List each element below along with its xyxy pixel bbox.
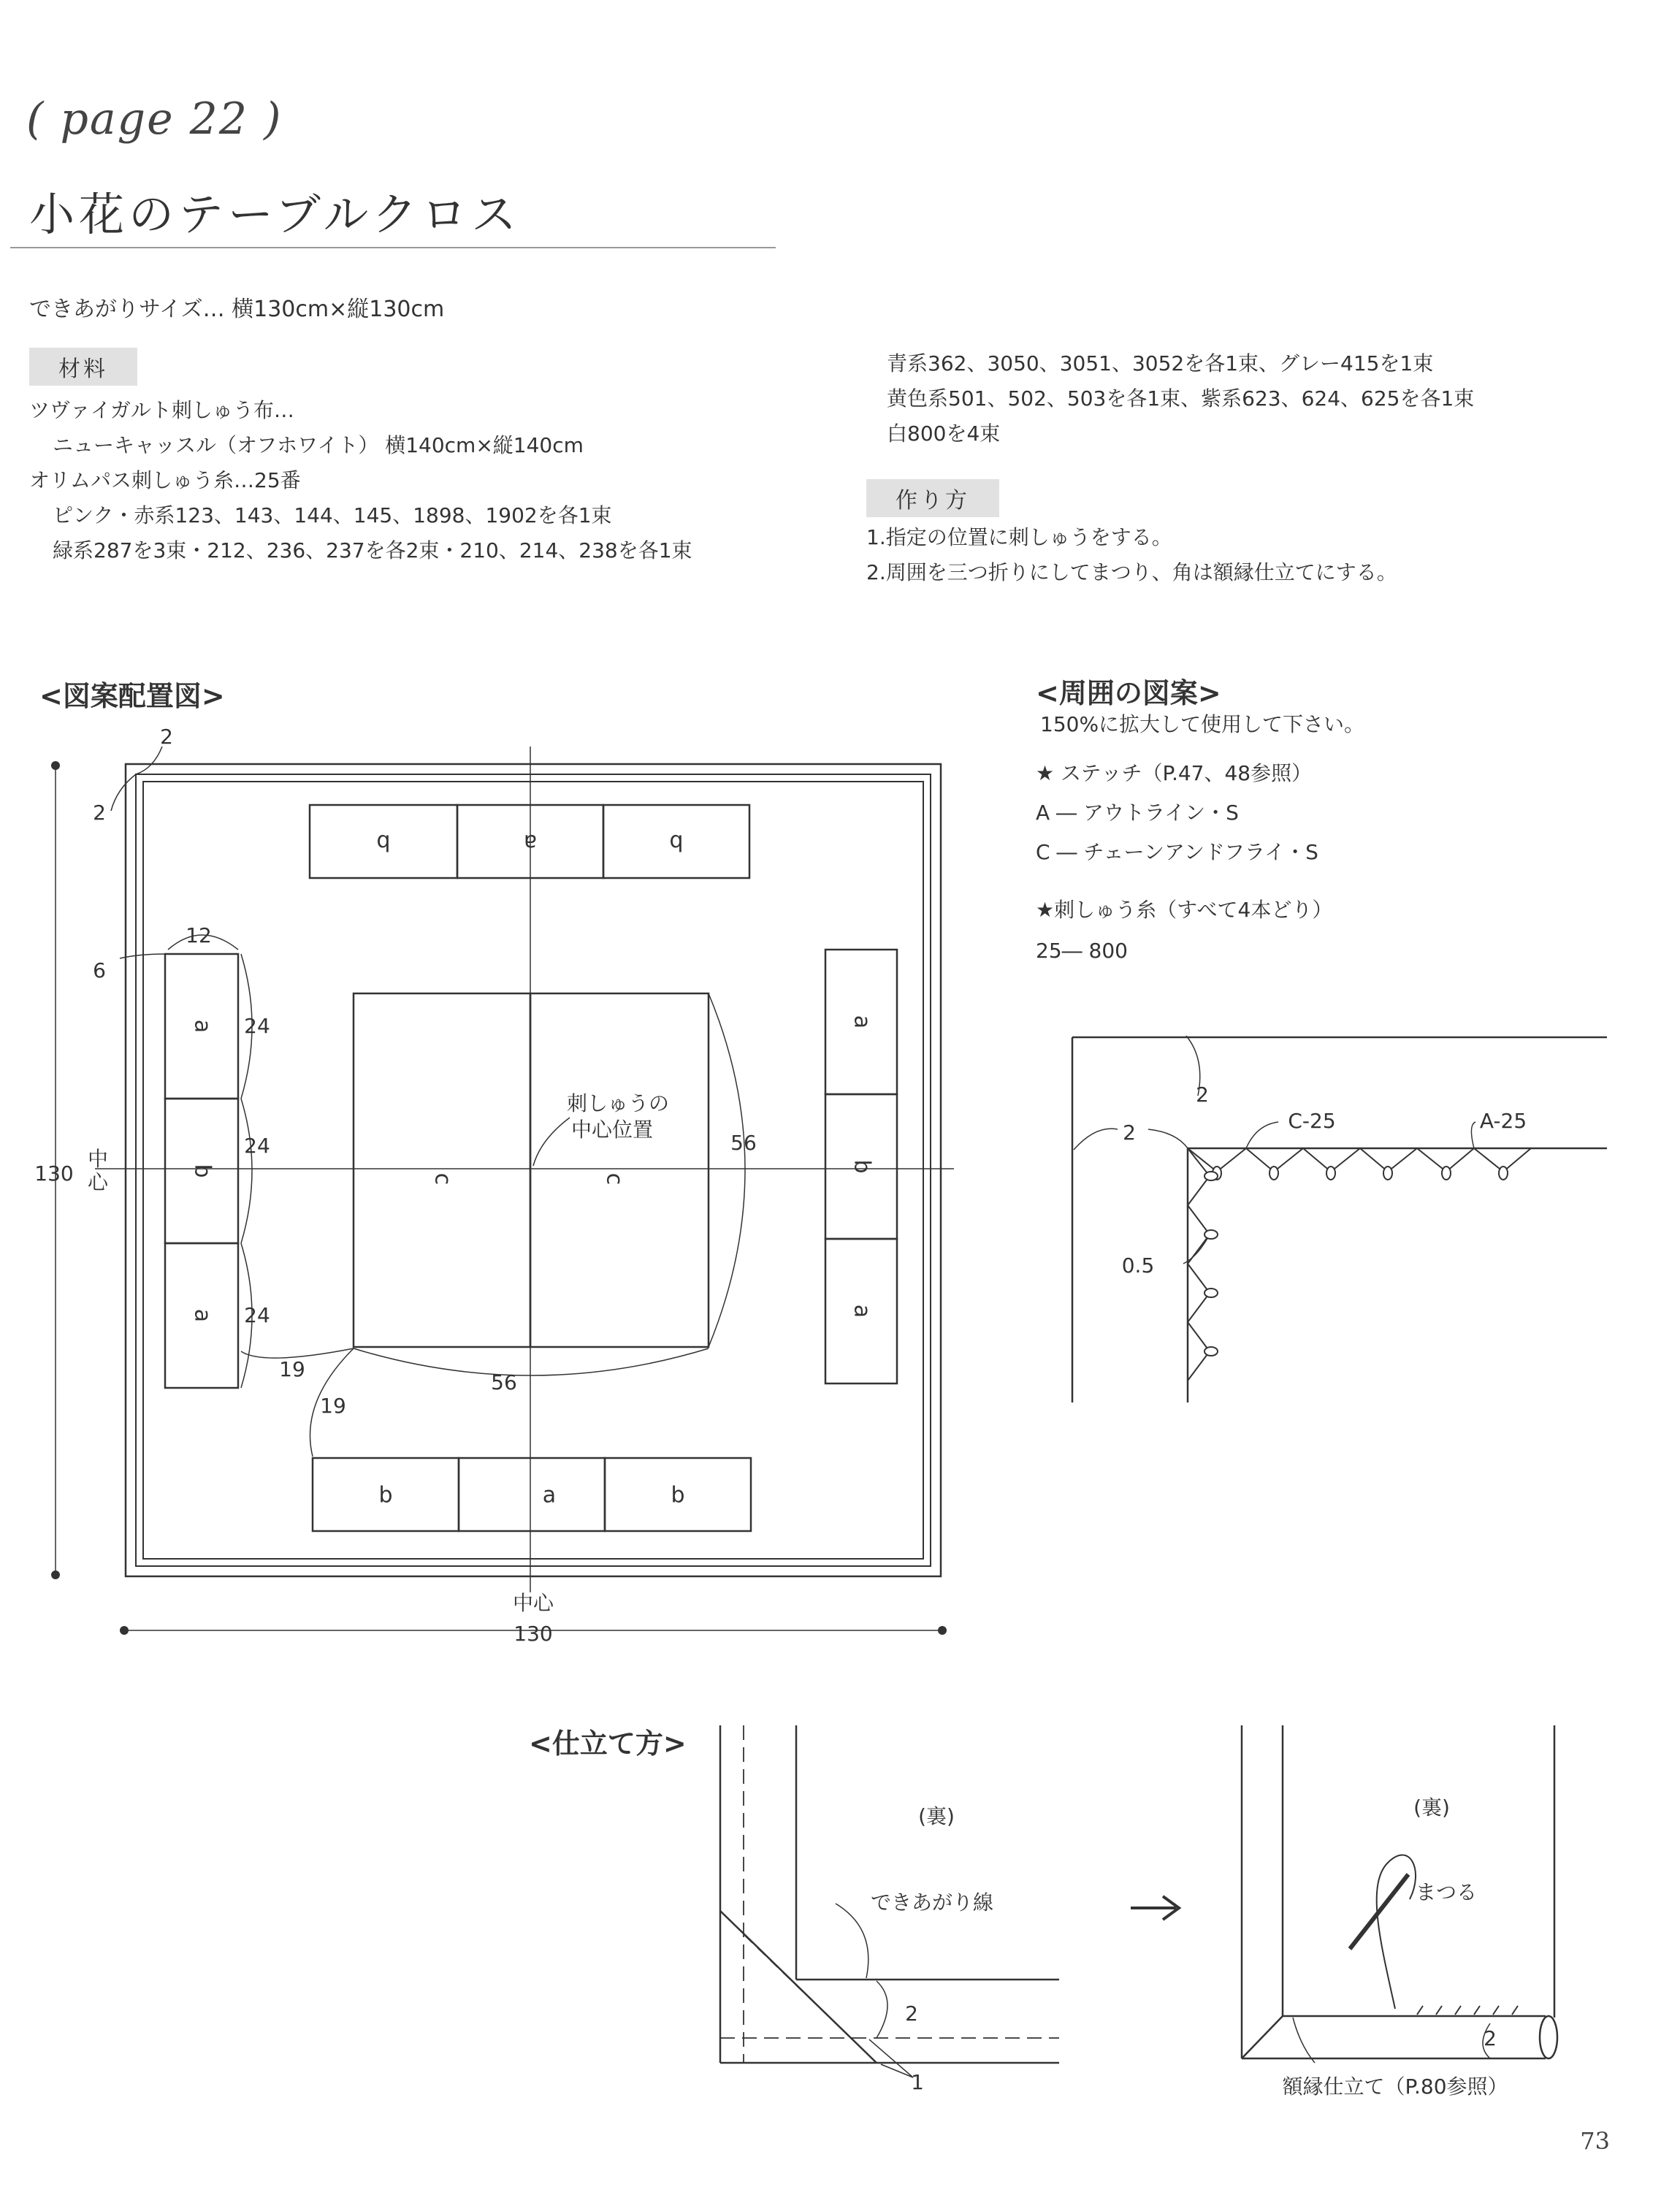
materials-line: ニューキャッスル（オフホワイト） 横140cm×縦140cm — [53, 433, 584, 457]
mitre-label: 額縁仕立て（P.80参照） — [1282, 2075, 1508, 2099]
layout-diagram-heading: <図案配置図> — [39, 680, 225, 712]
fly-stitch-loop — [1269, 1167, 1278, 1180]
materials-label: 材料 — [29, 348, 137, 386]
block-label-bottom-2: a — [542, 1482, 557, 1508]
left-dim-1: 1 — [911, 2070, 924, 2094]
block-label-bottom-1: b — [378, 1482, 393, 1508]
dim-block-height-2: 24 — [244, 1134, 270, 1158]
fly-stitch-loop — [1442, 1167, 1451, 1180]
dim-arc-left-2 — [241, 1099, 252, 1243]
materials-line: ピンク・赤系123、143、144、145、1898、1902を各1束 — [53, 503, 612, 527]
dim-arc-2 — [877, 1981, 887, 2038]
stitch-legend-a: A ― アウトライン・S — [1036, 801, 1239, 825]
method-step: 1.指定の位置に刺しゅうをする。 — [866, 525, 1172, 549]
slipstitch-label: まつる — [1415, 1880, 1478, 1904]
block-bottom-2 — [459, 1458, 605, 1531]
leader-left-2 — [1074, 1129, 1118, 1150]
materials-line: オリムパス刺しゅう糸…25番 — [29, 468, 301, 492]
dim-gap-19-a: 19 — [279, 1357, 305, 1381]
dim-margin-6: 6 — [93, 958, 106, 982]
materials-line: 黄色系501、502、503を各1束、紫系623、624、625を各1束 — [887, 386, 1475, 411]
fly-stitch-loop — [1326, 1167, 1335, 1180]
page-number: 73 — [1580, 2127, 1610, 2155]
block-label-top-2: a — [523, 829, 538, 855]
border-line-inner — [143, 782, 923, 1559]
label-c25: C-25 — [1288, 1109, 1336, 1133]
leader-c25 — [1246, 1122, 1278, 1148]
stitch-legend-c: C ― チェーンアンドフライ・S — [1036, 840, 1318, 864]
block-label-left-1: a — [189, 1019, 215, 1034]
block-label-left-3: a — [189, 1308, 215, 1323]
materials-list-right — [887, 346, 1474, 451]
method-label: 作り方 — [866, 479, 999, 517]
dim-block-height-3: 24 — [244, 1303, 270, 1327]
center-note-line-2: 中心位置 — [570, 1118, 654, 1142]
thread-info — [1036, 890, 1332, 972]
dim-endpoint — [51, 761, 60, 770]
dim-gap-19-b: 19 — [320, 1394, 346, 1418]
label-half: 0.5 — [1121, 1253, 1155, 1278]
block-label-left-2: b — [189, 1164, 215, 1178]
block-center-2 — [530, 993, 709, 1347]
page-title: 小花のテーブルクロス — [29, 188, 522, 241]
label-a25: A-25 — [1479, 1109, 1527, 1133]
method-steps — [866, 520, 1397, 590]
cloth-outline — [126, 764, 941, 1576]
materials-line: 白800を4束 — [887, 421, 1001, 446]
finishing-diagram — [701, 1709, 1578, 2104]
dim-leader-2-left — [111, 774, 136, 811]
finishing-heading: <仕立て方> — [529, 1728, 687, 1760]
finish-line-label: できあがり線 — [870, 1890, 994, 1915]
leader-1a — [869, 2039, 913, 2077]
label-top-2: 2 — [1196, 1083, 1209, 1107]
leader-finish-line — [836, 1904, 868, 1978]
dim-border-left: 2 — [93, 801, 106, 825]
center-label-left-bottom: 心 — [87, 1170, 109, 1194]
block-label-right-2: b — [849, 1159, 875, 1174]
border-pattern-note: 150%に拡大して使用して下さい。 — [1040, 712, 1365, 736]
leader-1b — [881, 2064, 913, 2077]
fly-stitch-loop — [1499, 1167, 1508, 1180]
left-back-label: (裏) — [918, 1804, 955, 1828]
dim-endpoint — [938, 1626, 947, 1635]
stitch-legend — [1036, 754, 1318, 872]
block-label-top-3: b — [669, 829, 684, 855]
block-label-right-3: a — [849, 1304, 875, 1318]
border-line-outer — [136, 774, 931, 1566]
dim-center-width: 56 — [491, 1370, 517, 1394]
block-label-right-1: a — [849, 1015, 875, 1029]
dim-center-height: 56 — [730, 1131, 757, 1155]
dim-leader-2-top — [136, 747, 162, 774]
dim-arc-center-width — [354, 1348, 709, 1375]
method-step: 2.周囲を三つ折りにしてまつり、角は額縁仕立てにする。 — [866, 560, 1397, 584]
dim-endpoint — [120, 1626, 129, 1635]
block-label-top-1: b — [376, 829, 391, 855]
fly-stitch-loop — [1204, 1289, 1218, 1297]
center-label-left-top: 中 — [87, 1147, 109, 1171]
leader-a25 — [1471, 1122, 1475, 1148]
center-label-bottom: 中心 — [512, 1591, 554, 1615]
block-label-center-1: c — [429, 1172, 456, 1186]
block-label-center-2: c — [601, 1172, 627, 1186]
materials-list — [29, 393, 692, 568]
title-rule — [10, 247, 776, 248]
dim-block-height-1: 24 — [244, 1014, 270, 1038]
zigzag-left — [1188, 1148, 1210, 1381]
leader-mitre — [1293, 2018, 1315, 2063]
materials-line: 青系362、3050、3051、3052を各1束、グレー415を1束 — [887, 351, 1434, 375]
page-badge: ( page 22 ) — [26, 93, 283, 145]
mitre-seam — [1242, 2016, 1283, 2058]
dim-outer-width: 130 — [513, 1622, 553, 1646]
fly-stitch-loop — [1204, 1172, 1218, 1180]
center-note-leader — [533, 1118, 570, 1166]
center-note-line-1: 刺しゅうの — [566, 1091, 670, 1115]
dim-border-top: 2 — [160, 725, 173, 749]
layout-diagram — [0, 716, 971, 1658]
right-dim-2: 2 — [1484, 2026, 1497, 2050]
slipstitches — [1417, 2006, 1518, 2015]
block-label-bottom-3: b — [671, 1482, 685, 1508]
dim-arc-center-height — [709, 993, 745, 1347]
zigzag-top — [1188, 1148, 1531, 1172]
fly-stitch-loop — [1204, 1230, 1218, 1239]
dim-outer-height: 130 — [34, 1161, 74, 1186]
thread-curve — [1377, 1855, 1416, 2009]
border-pattern-diagram — [1023, 1008, 1629, 1417]
border-pattern-heading: <周囲の図案> — [1036, 677, 1221, 709]
label-left-2: 2 — [1123, 1121, 1136, 1145]
thread-title: ★刺しゅう糸（すべて4本どり） — [1036, 898, 1333, 922]
dim-block-width: 12 — [186, 923, 212, 947]
leader-left-2b — [1148, 1129, 1188, 1148]
hem-roll — [1540, 2016, 1557, 2058]
materials-line: 緑系287を3束・212、236、237を各2束・210、214、238を各1束 — [53, 538, 692, 562]
right-back-label: (裏) — [1413, 1795, 1450, 1820]
left-dim-2: 2 — [905, 2001, 918, 2026]
stitch-legend-title: ★ ステッチ（P.47、48参照） — [1036, 761, 1313, 785]
thread-spec: 25― 800 — [1036, 939, 1128, 963]
needle-icon — [1350, 1874, 1408, 1949]
fly-stitch-loop — [1204, 1347, 1218, 1356]
fly-stitch-loop — [1383, 1167, 1392, 1180]
block-center-1 — [354, 993, 530, 1347]
materials-line: ツヴァイガルト刺しゅう布… — [29, 398, 294, 422]
dim-endpoint — [51, 1570, 60, 1579]
finished-size: できあがりサイズ… 横130cm×縦130cm — [29, 297, 445, 322]
